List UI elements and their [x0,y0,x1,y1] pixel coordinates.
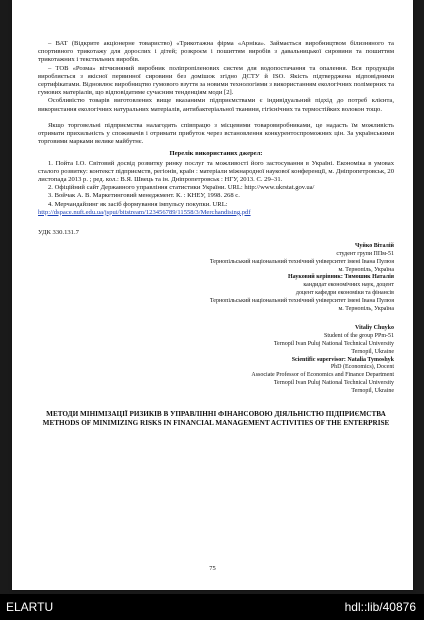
author-role-ua: студент групи ППм-51 [336,251,394,258]
reference-item-3: 3. Войчак А. В. Маркетинговий менеджмент. К. : КНЕУ, 1998. 268 с. [48,192,240,200]
repository-name: ELARTU [6,600,54,614]
supervisor-en: Scientific supervisor: Natalia Tymoshyk [291,356,394,363]
author-university-ua: Тернопільський національний технічний університет імені Івана Пулюя [209,258,394,265]
udc-code: УДК 330.131.7 [38,229,79,237]
reference-item-4: 4. Мерчандайзинг як засіб формування імпульсу покупки. URL: [48,200,228,208]
supervisor-university-ua: Тернопільський національний технічний університет імені Івана Пулюя [209,297,394,304]
author-city-en: Ternopil, Ukraine [351,348,394,355]
article-title-en: METHODS OF MINIMIZING RISKS IN FINANCIAL MANAGEMENT ACTIVITIES OF THE ENTERPRISE [42,419,390,428]
author-name-en: Vitaliy Chuyko [355,325,394,332]
supervisor-ua: Науковий керівник: Тимошик Наталія [288,274,394,281]
author-name-ua: Чуйко Віталій [355,243,394,250]
handle-identifier: hdl::lib/40876 [344,600,416,614]
supervisor-university-en: Ternopil Ivan Puluj National Technical University [273,380,394,387]
supervisor-position-en: Associate Professor of Economics and Finance Department [251,372,394,379]
document-page [12,0,413,590]
supervisor-degree-ua: кандидат економічних наук, доцент [303,282,394,289]
reference-item-2: 2. Офіційний сайт Державного управління статистики України. URL: http://www.ukrstat.gov.ua/ [48,184,315,192]
author-role-en: Student of the group PPm-51 [324,333,394,340]
footer-bar [0,594,424,620]
author-university-en: Ternopil Ivan Puluj National Technical University [273,341,394,348]
supervisor-city-ua: м. Тернопіль, Україна [338,305,394,312]
paragraph-rozma: – ТОВ «Розма» вітчизняний виробник поліпропіленових систем для водопостачання та опалення. Вся продукція виробляється з якісної первинної сировини без домішок згідно ДСТУ й ISO. Якість підтверджена відповідними сертифікатами. Відновлює виробництво гумового взуття за новими технологіями з використанням екологічних полімерних та гумових матеріалів, що відповідатиме сучасним тенденціям моди [2]. [38,64,394,97]
paragraph-arnika: – ВАТ (Відкрите акціонерне товариство) «Трикотажна фірма «Арніка». Займається виробництвом білизняного та спортивного трикотажу для дорослих і дітей; розкроєм і пошиттям виробів з давальницької сировини та пошиттям трикотажних і текстильних виробів. [38,40,394,64]
article-title-ua: МЕТОДИ МІНІМІЗАЦІЇ РИЗИКІВ В УПРАВЛІННІ ФІНАНСОВОЮ ДІЯЛЬНІСТЮ ПІДПРИЄМСТВА [46,409,386,418]
author-block-en [38,325,394,395]
page-content [38,40,394,429]
references-title: Перелік використаних джерел: [169,150,263,158]
article-title [38,410,394,429]
supervisor-degree-en: PhD (Economics), Docent [330,364,394,371]
reference-4-link[interactable]: http://dspace.nuft.edu.ua/jspui/bitstream/123456789/11558/3/Merchandising.pdf [38,208,251,216]
author-block-ua [38,243,394,313]
author-city-ua: м. Тернопіль, Україна [338,266,394,273]
page-number: 75 [209,565,216,572]
paragraph-features: Особливістю товарів виготовлених вище вказаними підприємствами є індивідуальний підхід до потреб клієнта, використання екологічних натуральних матеріалів, антибактеріальної тканини, гігієнічних та термостійких волокон тощо. [38,97,394,113]
supervisor-position-ua: доцент кафедри економіки та фінансів [295,290,394,297]
paragraph-conclusion: Якщо торговельні підприємства налагодять співпрацю з місцевими товаровиробниками, це надасть їм можливість отримати прихильність у споживачів і отримати прибуток через встановлення конкурентоспроможних цін. За українськими торговими марками велике майбутнє. [38,121,394,146]
supervisor-city-en: Ternopil, Ukraine [351,387,394,394]
reference-item-1: 1. Пойта І.О. Світовий досвід розвитку ринку послуг та можливості його застосування в Україні. Економіка в умовах сталого розвитку: контекст підприємств, регіонів, країн : матеріали міжнародної наукової конференції, м. Дніпропетровськ, 20 листопада 2013 р. ; ред. кол.: В.Я. Швець та ін. Дніпропетровськ : НГУ, 2013. С. 29–31. [38,159,394,184]
